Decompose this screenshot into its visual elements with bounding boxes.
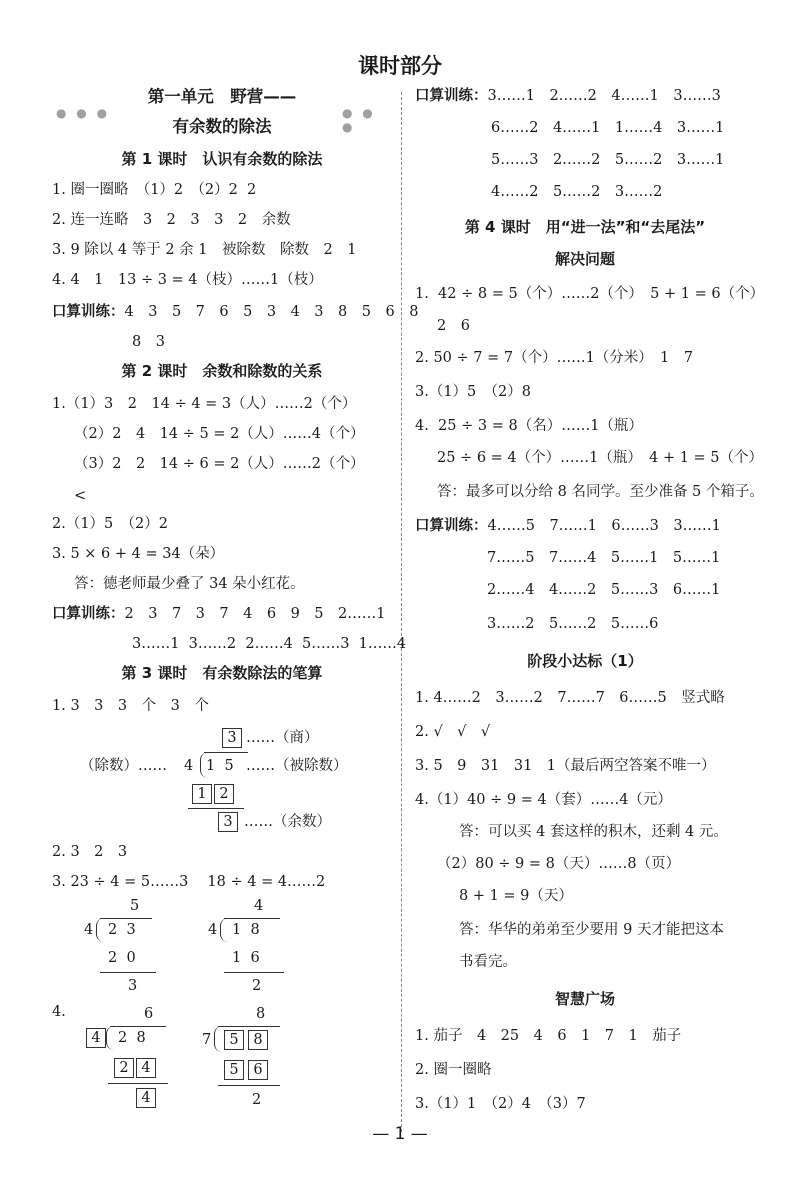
quotient-box: 3	[222, 728, 242, 748]
wisdom-line: 2. 圈一圈略	[415, 1062, 492, 1078]
lesson2-line: 3. 5 × 6 + 4 = 34（朵）	[52, 546, 225, 562]
divisor-box: 4	[86, 1028, 106, 1048]
decor-dots-left: ● ● ●	[56, 106, 111, 120]
lesson3-line: 4.	[52, 1004, 66, 1020]
product: 2 0	[108, 950, 136, 966]
lesson1-line: 4. 4 1 13 ÷ 3 = 4（枝）……1（枝）	[52, 272, 323, 288]
division-bar	[100, 918, 152, 919]
oral-values: 4……5 7……1 6……3 3……1	[487, 518, 721, 534]
lesson2-line: （2）2 4 14 ÷ 5 = 2（人）……4（个）	[74, 426, 365, 442]
lesson4-line: 4. 25 ÷ 3 = 8（名）……1（瓶）	[415, 418, 643, 434]
product: 1 6	[232, 950, 260, 966]
division-bracket	[106, 1026, 115, 1050]
wisdom-line: 1. 茄子 4 25 4 6 1 7 1 茄子	[415, 1028, 682, 1044]
lesson2-line: 1.（1）3 2 14 ÷ 4 = 3（人）……2（个）	[52, 396, 357, 412]
subtraction-line	[224, 972, 284, 973]
lesson4-title-2: 解决问题	[554, 250, 615, 268]
lesson1-oral	[52, 302, 418, 322]
division-bracket	[214, 1026, 223, 1052]
long-division-c	[80, 1004, 190, 1114]
lesson2-line: （3）2 2 14 ÷ 6 = 2（人）……2（个）	[74, 456, 365, 472]
column-divider	[401, 92, 402, 1132]
oral-values: 4 3 5 7 6 5 3 4 3 8 5 6 8	[124, 304, 419, 320]
lesson1-title: 第 1 课时 认识有余数的除法	[121, 150, 323, 168]
lesson2-title: 第 2 课时 余数和除数的关系	[121, 362, 323, 380]
oral-values: 2 3 7 3 7 4 6 9 5 2……1	[124, 606, 386, 622]
lesson1-line: 1. 圈一圈略 （1）2 （2）2 2	[52, 182, 257, 198]
division-bar	[218, 1026, 280, 1027]
oral-top-line: 4……2 5……2 3……2	[491, 184, 663, 200]
lesson2-line: 2.（1）5 （2）2	[52, 516, 168, 532]
division-bar	[110, 1026, 166, 1027]
divisor: 7	[202, 1032, 212, 1048]
dividend: 1 5	[206, 758, 234, 774]
oral-label: 口算训练：	[52, 304, 125, 320]
quotient: 8	[256, 1006, 266, 1022]
lesson2-oral-cont: 3……1 3……2 2……4 5……3 1……4	[132, 636, 407, 652]
dividend: 2 3	[108, 922, 136, 938]
lesson4-oral	[415, 516, 721, 536]
oral-label: 口算训练：	[415, 88, 488, 104]
product-box: 2	[214, 784, 234, 804]
stage-test-answer-cont: 书看完。	[459, 954, 517, 970]
lesson3-line: 2. 3 2 3	[52, 844, 128, 860]
subtraction-line	[108, 1083, 168, 1084]
stage-test-title: 阶段小达标（1）	[527, 652, 643, 670]
lesson4-line: 2. 50 ÷ 7 = 7（个）……1（分米） 1 7	[415, 350, 694, 366]
dividend-label: ……（被除数）	[246, 758, 348, 774]
stage-test-line: 1. 4……2 3……2 7……7 6……5 竖式略	[415, 690, 725, 706]
product-box: 5	[224, 1060, 244, 1080]
lesson4-line: 1. 42 ÷ 8 = 5（个）……2（个） 5 + 1 = 6（个）	[415, 286, 765, 302]
remainder-box: 3	[218, 812, 238, 832]
division-bracket	[96, 918, 105, 942]
lesson1-line: 3. 9 除以 4 等于 2 余 1 被除数 除数 2 1	[52, 242, 357, 258]
remainder: 2	[252, 978, 262, 994]
lesson3-line: 3. 23 ÷ 4 = 5……3 18 ÷ 4 = 4……2	[52, 874, 326, 890]
dividend-box: 5	[224, 1030, 244, 1050]
unit-subtitle: 有余数的除法	[172, 117, 272, 136]
page-title: 课时部分	[358, 54, 442, 78]
product-box: 4	[136, 1058, 156, 1078]
lesson4-oral-line: 2……4 4……2 5……3 6……1	[487, 582, 721, 598]
oral-top	[415, 86, 721, 106]
product-box: 6	[248, 1060, 268, 1080]
wisdom-title: 智慧广场	[554, 990, 615, 1008]
long-division-d	[198, 1004, 318, 1114]
remainder: 2	[252, 1092, 262, 1108]
division-bracket	[220, 918, 229, 942]
decor-dots-right: ● ● ●	[342, 106, 376, 134]
quotient-label: ……（商）	[246, 730, 319, 746]
dividend: 2 8	[118, 1030, 146, 1046]
subtraction-line	[100, 972, 156, 973]
lesson4-title: 第 4 课时 用“进一法”和“去尾法”	[464, 218, 706, 236]
quotient: 5	[130, 898, 140, 914]
dividend-box: 8	[248, 1030, 268, 1050]
divisor: 4	[208, 922, 218, 938]
stage-test-answer: 答：可以买 4 套这样的积木，还剩 4 元。	[459, 824, 728, 840]
lesson4-oral-line: 3……2 5……2 5……6	[487, 616, 659, 632]
subtraction-line	[218, 1085, 280, 1086]
oral-label: 口算训练：	[415, 518, 488, 534]
lesson1-line: 2. 连一连略 3 2 3 3 2 余数	[52, 212, 291, 228]
divisor-label: （除数）……	[80, 758, 167, 774]
quotient: 6	[144, 1006, 154, 1022]
subtraction-line	[188, 808, 244, 809]
lesson2-oral	[52, 604, 385, 624]
division-bar	[204, 752, 248, 753]
remainder: 3	[128, 978, 138, 994]
division-diagram	[52, 722, 392, 842]
stage-test-line: 2. √ √ √	[415, 724, 491, 740]
stage-test-line: 3. 5 9 31 31 1（最后两空答案不唯一）	[415, 758, 716, 774]
stage-test-answer: 答：华华的弟弟至少要用 9 天才能把这本	[459, 922, 724, 938]
lesson2-answer: 答：德老师最少叠了 34 朵小红花。	[74, 576, 305, 592]
lesson3-line: 1. 3 3 3 个 3 个	[52, 698, 209, 714]
oral-top-line: 6……2 4……1 1……4 3……1	[491, 120, 725, 136]
divisor: 4	[184, 758, 194, 774]
lesson4-line: 25 ÷ 6 = 4（个）……1（瓶） 4 + 1 = 5（个）	[437, 450, 764, 466]
oral-top-line: 5……3 2……2 5……2 3……1	[491, 152, 725, 168]
stage-test-line: （2）80 ÷ 9 = 8（天）……8（页）	[437, 856, 681, 872]
stage-test-line: 8 + 1 = 9（天）	[459, 888, 573, 904]
product-box: 1	[192, 784, 212, 804]
quotient: 4	[254, 898, 264, 914]
divisor: 4	[84, 922, 94, 938]
page-number: — 1 —	[372, 1124, 428, 1144]
long-division-b	[204, 894, 304, 994]
lesson2-line: <	[74, 488, 87, 504]
division-bar	[224, 918, 280, 919]
remainder-box: 4	[136, 1088, 156, 1108]
remainder-label: ……（余数）	[244, 814, 331, 830]
lesson4-oral-line: 7……5 7……4 5……1 5……1	[487, 550, 721, 566]
oral-values: 3……1 2……2 4……1 3……3	[487, 88, 721, 104]
lesson1-oral-cont: 8 3	[132, 334, 165, 350]
product-box: 2	[114, 1058, 134, 1078]
dividend: 1 8	[232, 922, 260, 938]
unit-title: 第一单元 野营——	[147, 87, 297, 106]
lesson4-line: 2 6	[437, 318, 470, 334]
lesson3-title: 第 3 课时 有余数除法的笔算	[121, 664, 323, 682]
oral-label: 口算训练：	[52, 606, 125, 622]
long-division-a	[80, 894, 180, 994]
stage-test-line: 4.（1）40 ÷ 9 = 4（套）……4（元）	[415, 792, 672, 808]
lesson4-answer: 答：最多可以分给 8 名同学。至少准备 5 个箱子。	[437, 484, 764, 500]
wisdom-line: 3.（1）1 （2）4 （3）7	[415, 1096, 586, 1112]
lesson4-line: 3.（1）5 （2）8	[415, 384, 531, 400]
